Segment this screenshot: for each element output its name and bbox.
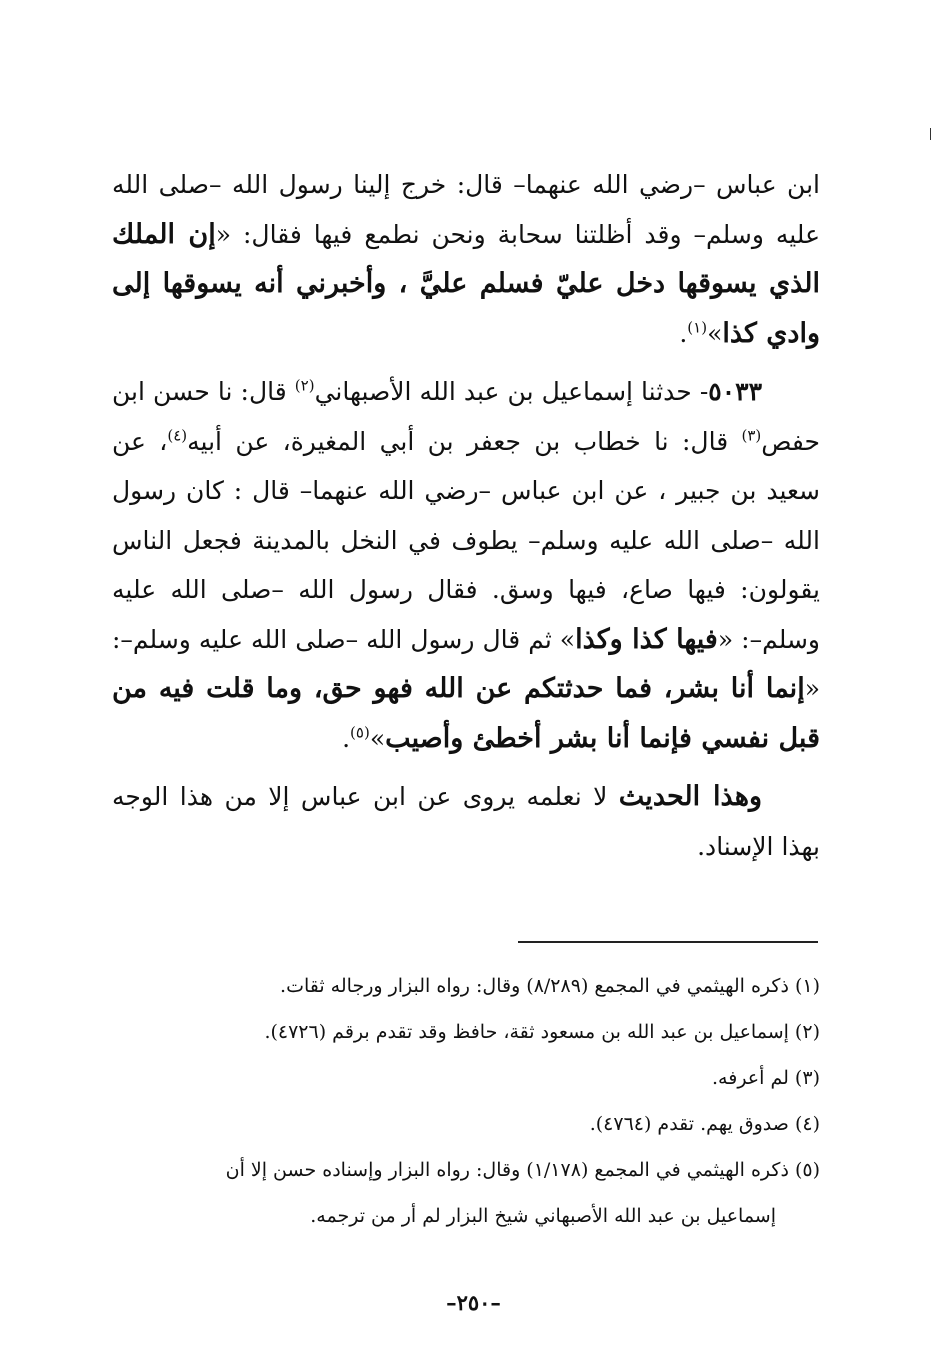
hadith-quote: إن الملك الذي يسوقها دخل عليّ فسلم عليَّ ، وأخبرني أنه يسوقها إلى وادي كذا [112, 218, 820, 349]
footnote-separator [518, 941, 818, 943]
commentary-lead: وهذا الحديث [618, 781, 762, 812]
hadith-quote: فيها كذا وكذا [575, 623, 718, 655]
narration-text: » ثم قال رسول الله –صلى الله عليه وسلم–: « [112, 624, 820, 703]
main-text [112, 160, 820, 880]
narration-text: ابن عباس –رضي الله عنهما– قال: خرج إلينا رسول الله –صلى الله عليه وسلم– وقد أظلتنا سحابة ونحن نطمع فيها فقال: « [112, 170, 820, 249]
period: . [679, 318, 688, 348]
footnote-2: (٢) إسماعيل بن عبد الله بن مسعود ثقة، حافظ وقد تقدم برقم (٤٧٢٦). [264, 1021, 820, 1043]
paragraph-hadith-continuation [112, 160, 820, 358]
footnote-ref-1: (١) [687, 318, 708, 337]
footnote-ref-3: (٣) [741, 426, 762, 445]
paragraph-commentary [112, 772, 820, 871]
quote-close: » [707, 318, 723, 348]
footnote-4: (٤) صدوق يهم. تقدم (٤٧٦٤). [589, 1113, 820, 1135]
page-number: –٢٥٠– [446, 1290, 501, 1315]
commentary-text: لا نعلمه يروى عن ابن عباس إلا من هذا الوجه بهذا الإسناد. [112, 782, 820, 861]
paragraph-hadith-5033 [112, 367, 820, 763]
hadith-number: ٥٠٣٣ [708, 377, 762, 406]
chain-text: قال: نا حسن ابن حفص [112, 377, 821, 456]
footnote-3: (٣) لم أعرفه. [712, 1067, 820, 1089]
chain-text: - حدثنا إسماعيل بن عبد الله الأصبهاني [314, 377, 709, 406]
footnotes [112, 963, 820, 1239]
hadith-quote: إنما أنا بشر، فما حدثتكم عن الله فهو حق، وما قلت فيه من قبل نفسي فإنما أنا بشر أخطئ وأصيب [112, 673, 820, 754]
footnote-ref-4: (٤) [167, 426, 188, 445]
footnote-ref-2: (٢) [294, 376, 315, 395]
narration-text: ، عن سعيد بن جبير ، عن ابن عباس –رضي الله عنهما– قال : كان رسول الله –صلى الله عليه وسلم– يطوف في النخل بالمدينة فجعل الناس يقولون: فيها صاع، فيها وسق. فقال رسول الله –صلى الله عليه وسلم–: « [112, 426, 821, 654]
footnote-5-continuation: إسماعيل بن عبد الله الأصبهاني شيخ البزار لم أر من ترجمه. [310, 1205, 776, 1227]
footnote-1: (١) ذكره الهيثمي في المجمع (٨/٢٨٩) وقال: رواه البزار ورجاله ثقات. [280, 975, 820, 997]
period: . [342, 723, 351, 753]
footnote-5: (٥) ذكره الهيثمي في المجمع (١/١٧٨) وقال: رواه البزار وإسناده حسن إلا أن [225, 1159, 820, 1181]
chain-text: قال: نا خطاب بن جعفر بن أبي المغيرة، عن أبيه [187, 426, 742, 456]
quote-close: » [369, 723, 386, 753]
footnote-ref-5: (٥) [350, 723, 370, 742]
margin-mark [930, 128, 935, 140]
